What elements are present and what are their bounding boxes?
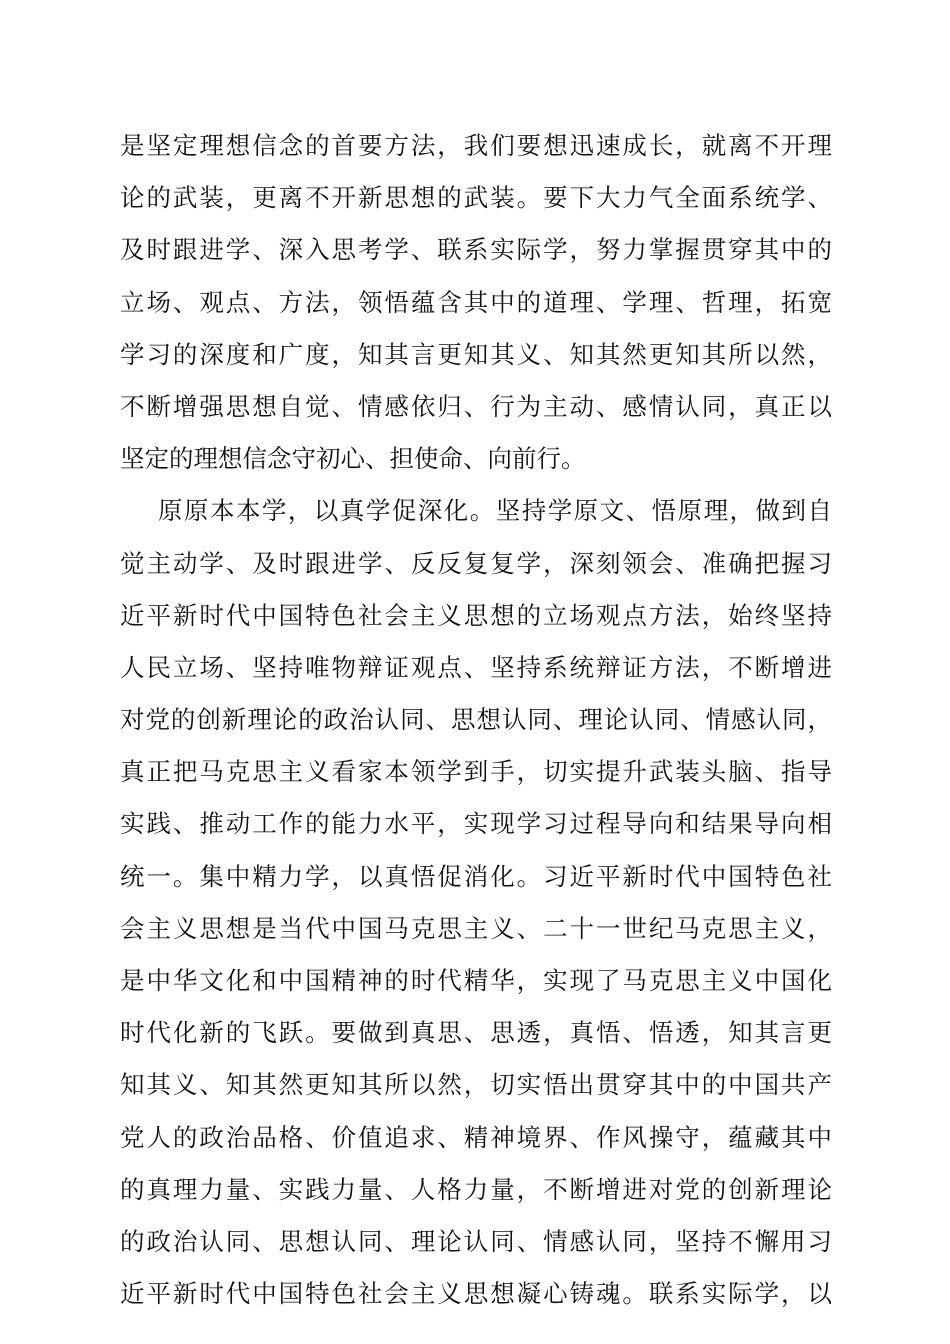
body-text (120, 120, 832, 1320)
text-line: 坚定的理想信念守初心、担使命、向前行。 (120, 444, 586, 474)
text-line: 学习的深度和广度，知其言更知其义、知其然更知其所以然， (120, 339, 832, 369)
text-line: 的真理力量、实践力量、人格力量，不断增进对党的创新理论 (120, 1174, 832, 1204)
text-line: 的政治认同、思想认同、理论认同、情感认同，坚持不懈用习 (120, 1226, 832, 1256)
text-line: 知其义、知其然更知其所以然，切实悟出贯穿其中的中国共产 (120, 1070, 832, 1100)
text-line: 论的武装，更离不开新思想的武装。要下大力气全面系统学、 (120, 183, 832, 213)
text-line: 近平新时代中国特色社会主义思想凝心铸魂。联系实际学，以 (120, 1279, 832, 1309)
text-line: 近平新时代中国特色社会主义思想的立场观点方法，始终坚持 (120, 600, 832, 630)
text-line: 党人的政治品格、价值追求、精神境界、作风操守，蕴藏其中 (120, 1122, 832, 1152)
text-line: 是中华文化和中国精神的时代精华，实现了马克思主义中国化 (120, 966, 832, 995)
text-line: 真正把马克思主义看家本领学到手，切实提升武装头脑、指导 (120, 757, 832, 787)
text-line: 会主义思想是当代中国马克思主义、二十一世纪马克思主义， (120, 913, 832, 943)
text-line: 实践、推动工作的能力水平，实现学习过程导向和结果导向相 (120, 809, 832, 839)
text-line: 及时跟进学、深入思考学、联系实际学，努力掌握贯穿其中的 (120, 235, 832, 265)
text-line: 时代化新的飞跃。要做到真思、思透，真悟、悟透，知其言更 (120, 1018, 832, 1048)
text-line: 对党的创新理论的政治认同、思想认同、理论认同、情感认同， (120, 705, 832, 735)
text-line: 人民立场、坚持唯物辩证观点、坚持系统辩证方法，不断增进 (120, 652, 832, 682)
text-line: 觉主动学、及时跟进学、反反复复学，深刻领会、准确把握习 (120, 548, 832, 578)
text-line: 是坚定理想信念的首要方法，我们要想迅速成长，就离不开理 (120, 131, 832, 160)
text-line: 立场、观点、方法，领悟蕴含其中的道理、学理、哲理，拓宽 (120, 287, 832, 317)
text-line: 统一。集中精力学，以真悟促消化。习近平新时代中国特色社 (120, 861, 832, 891)
paragraph-first-line: 原原本本学，以真学促深化。坚持学原文、悟原理，做到自 (158, 496, 832, 526)
text-line: 不断增强思想自觉、情感依归、行为主动、感情认同，真正以 (120, 391, 832, 421)
